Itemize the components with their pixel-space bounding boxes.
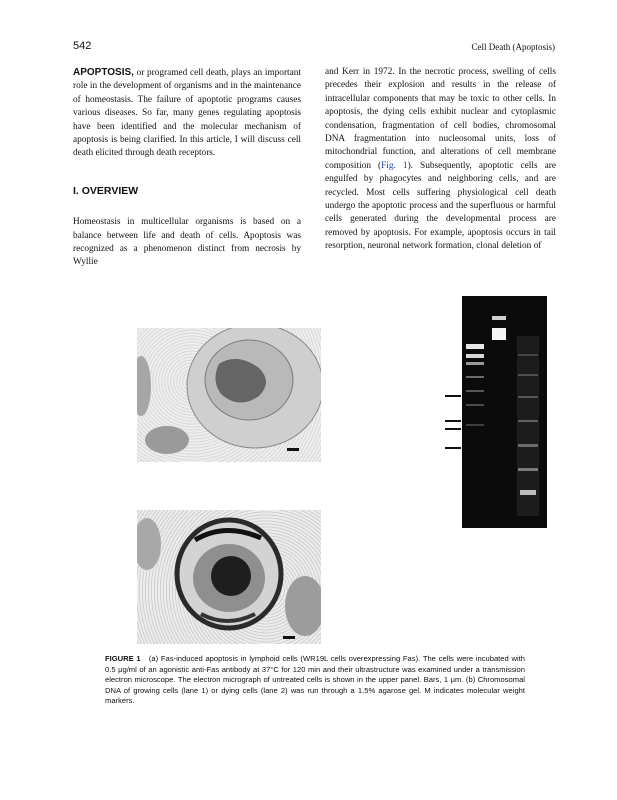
- figure-label: FIGURE 1: [105, 654, 141, 663]
- figure-reference-link[interactable]: Fig. 1: [381, 160, 408, 171]
- marker-tick: [445, 420, 461, 422]
- micrograph-apoptotic: [137, 510, 321, 644]
- right-text-a: and Kerr in 1972. In the necrotic process, swelling of cells precedes their explosion and results in the release of intracellular components that may be toxic to other cells. In apoptosis, the dying cells exhibit nuclear and cytoplasmic condensation, fragmentation of cell bodies, chromosomal DNA fragmentation into nucleosomal units, loss of mitochondrial function, and alterations of cell membrane composition (: [325, 67, 556, 171]
- scale-bar: [283, 636, 295, 639]
- page-number: 542: [73, 40, 92, 52]
- micrograph-untreated: [137, 328, 321, 462]
- intro-text: or programed cell death, plays an important role in the development of organisms and in the maintenance of homeostasis. The failure of apoptotic programs causes various diseases. So far, many genes regulating apoptosis have been identified and the molecular mechanism of apoptosis is being clarified. In this article, I will discuss cell death elicited through death receptors.: [73, 68, 301, 159]
- lead-term: APOPTOSIS,: [73, 67, 134, 78]
- left-column: [73, 66, 301, 270]
- agarose-gel: [462, 296, 547, 528]
- figure-caption: [105, 654, 525, 707]
- scale-bar: [287, 448, 299, 451]
- running-head: Cell Death (Apoptosis): [471, 42, 555, 52]
- intro-paragraph: [73, 66, 301, 161]
- right-column: [325, 66, 556, 254]
- marker-tick: [445, 447, 461, 449]
- right-text-b: ). Subsequently, apoptotic cells are engulfed by phagocytes and neighboring cells, and are recycled. Most cells suffering physiological cell death undergo the apoptotic process and the superfluous or harmful cells generated during the developmental process are removed by apoptosis. For example, apoptosis occurs in tail resorption, neuronal network formation, clonal deletion of: [325, 160, 556, 252]
- micrograph-untreated-image: [137, 328, 321, 462]
- marker-tick: [445, 428, 461, 430]
- agarose-gel-image: [462, 296, 547, 528]
- section-heading: I. OVERVIEW: [73, 184, 139, 197]
- overview-paragraph: Homeostasis in multicellular organisms is based on a balance between life and death of cells. Apoptosis was recognized as a phenomenon distinct from necrosis by Wyllie: [73, 217, 301, 268]
- figure-caption-text: (a) Fas-induced apoptosis in lymphoid cells (WR19L cells overexpressing Fas). The cells were incubated with 0.5 μg/ml of an agonistic anti-Fas antibody at 37°C for 120 min and their ultrastructure was examined under a transmission electron microscope. The electron micrograph of untreated cells is shown in the upper panel. Bars, 1 μm. (b) Chromosomal DNA of growing cells (lane 1) or dying cells (lane 2) was run through a 1.5% agarose gel. M indicates molecular weight markers.: [105, 654, 525, 706]
- right-paragraph: [325, 66, 556, 254]
- micrograph-apoptotic-image: [137, 510, 321, 644]
- marker-tick: [445, 395, 461, 397]
